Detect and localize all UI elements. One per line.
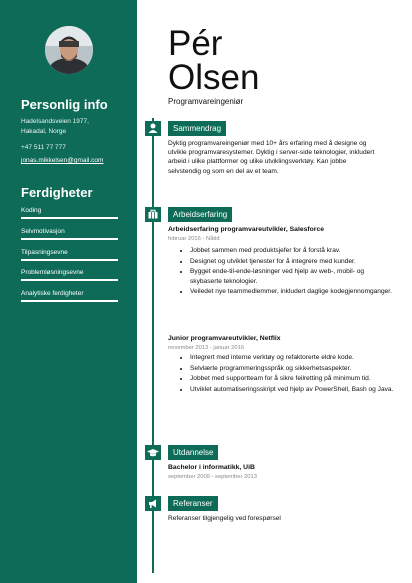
skill-bar-fill bbox=[21, 279, 118, 281]
phone-number: +47 511 77 777 bbox=[21, 144, 66, 151]
list-item: • Veiledet nye teammedlemmer, inkludert daglige kodegjennomganger. bbox=[190, 287, 395, 296]
education-date: september 2009 - september 2013 bbox=[168, 474, 257, 480]
references-text: Referanser tilgjengelig ved forespørsel bbox=[168, 515, 281, 522]
skill-item bbox=[21, 268, 118, 281]
first-name: Pér bbox=[168, 24, 223, 63]
skill-bar-fill bbox=[21, 217, 118, 219]
job-1-title: Arbeidserfaring programvareutvikler, Salesforce bbox=[168, 226, 325, 233]
list-item: • Jobbet sammen med produktsjefer for å forstå krav. bbox=[190, 246, 395, 255]
section-title-education: Utdannelse bbox=[168, 445, 218, 460]
skill-label: Analytiske ferdigheter bbox=[21, 290, 84, 297]
profile-photo bbox=[45, 26, 93, 74]
section-title-experience: Arbeidserfaring bbox=[168, 207, 232, 222]
job-2-title: Junior programvareutvikler, Netflix bbox=[168, 335, 281, 342]
job-2-date: november 2013 - januar 2016 bbox=[168, 345, 245, 351]
megaphone-icon bbox=[145, 496, 161, 511]
sidebar bbox=[0, 0, 137, 583]
list-item: • Integrert med interne verktøy og refaktorerte eldre kode. bbox=[190, 353, 395, 362]
job-1-date: februar 2016 - Nåtid bbox=[168, 236, 220, 242]
skill-item bbox=[21, 206, 118, 219]
list-item: • Selvlærte programmeringsspråk og sikkerhetsaspekter. bbox=[190, 364, 395, 373]
skills-heading: Ferdigheter bbox=[21, 185, 93, 200]
skill-item bbox=[21, 289, 118, 302]
skill-bar-fill bbox=[21, 259, 118, 261]
education-degree: Bachelor i informatikk, UiB bbox=[168, 464, 255, 471]
section-title-references: Referanser bbox=[168, 496, 218, 511]
job-title: Programvareingeniør bbox=[168, 97, 244, 106]
list-item: • Jobbet med supportteam for å sikre feilretting på minimum tid. bbox=[190, 374, 395, 383]
section-title-summary: Sammendrag bbox=[168, 121, 226, 136]
address-line-2: Hakadal, Norge bbox=[21, 128, 67, 135]
briefcase-icon bbox=[145, 207, 161, 222]
graduation-cap-icon bbox=[145, 445, 161, 460]
email-link[interactable]: jonas.mikkelsen@gmail.com bbox=[21, 157, 104, 164]
list-item: • Designet og utviklet tjenester for å integrere med kunder. bbox=[190, 257, 395, 266]
skill-bar-fill bbox=[21, 300, 118, 302]
summary-text: Dyktig programvareingeniør med 10+ års erfaring med å designe og utvikle programvaresystemer. Dyktig i server-side teknologier, inkludert arbeid i ulike plattformer og ulike utviklingsverktøy. Kan jobbe selvstendig og som en del av et team. bbox=[168, 140, 375, 175]
personal-info-heading: Personlig info bbox=[21, 97, 108, 112]
skill-bar bbox=[21, 217, 118, 219]
skill-bar-fill bbox=[21, 238, 118, 240]
skill-label: Problemløsningsevne bbox=[21, 269, 84, 276]
job-1-bullets bbox=[178, 246, 395, 298]
skill-bar bbox=[21, 238, 118, 240]
list-item: • Bygget ende-til-ende-løsninger ved hjelp av web-, mobil- og skybaserte teknologier. bbox=[190, 267, 395, 285]
skill-bar bbox=[21, 259, 118, 261]
skill-item bbox=[21, 227, 118, 240]
skill-label: Selvmotivasjon bbox=[21, 228, 65, 235]
last-name: Olsen bbox=[168, 58, 260, 97]
skill-label: Koding bbox=[21, 207, 42, 214]
skill-label: Tilpasningsevne bbox=[21, 249, 68, 256]
skill-bar bbox=[21, 300, 118, 302]
address-line-1: Hadelsandsveien 1977, bbox=[21, 118, 89, 125]
skill-item bbox=[21, 248, 118, 261]
avatar bbox=[45, 26, 93, 74]
list-item: • Utviklet automatiseringsskript ved hjelp av PowerShell, Bash og Java. bbox=[190, 385, 395, 394]
job-2-bullets bbox=[178, 353, 395, 396]
skill-bar bbox=[21, 279, 118, 281]
person-icon bbox=[145, 121, 161, 136]
